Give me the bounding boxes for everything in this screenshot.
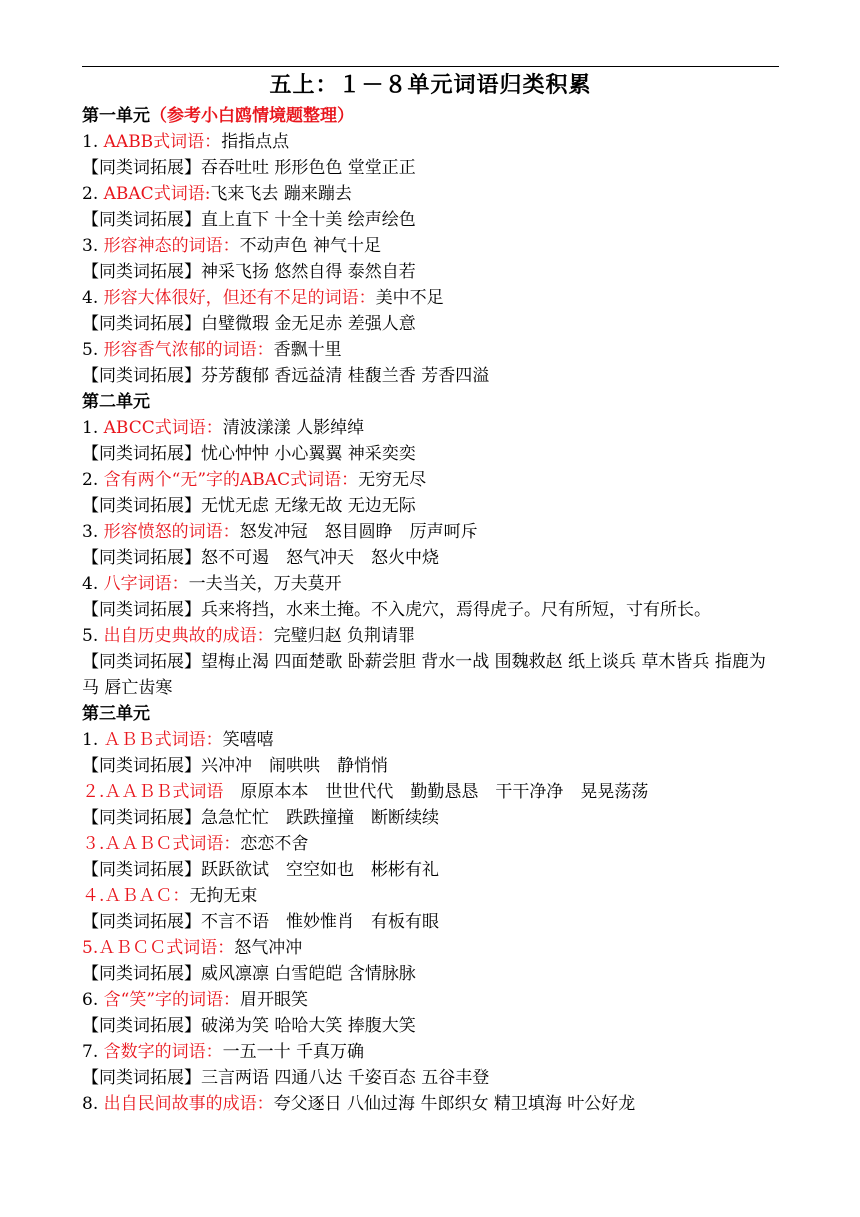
list-item [82, 1091, 779, 1117]
extension-words: 兴冲冲 闹哄哄 静悄悄 [201, 756, 388, 776]
extension-label: 【同类词拓展】 [82, 912, 201, 932]
extension-words: 神采飞扬 悠然自得 泰然自若 [201, 262, 416, 282]
item-words: 怒发冲冠 怒目圆睁 厉声呵斥 [239, 522, 478, 542]
extension-label: 【同类词拓展】 [82, 366, 201, 386]
extension-label: 【同类词拓展】 [82, 1068, 201, 1088]
list-item [82, 181, 779, 207]
extension-words: 兵来将挡，水来土掩。不入虎穴，焉得虎子。尺有所短，寸有所长。 [201, 600, 711, 620]
extension-line [82, 311, 779, 337]
item-number: ２. [82, 782, 105, 802]
item-number: 2. [82, 184, 99, 204]
item-words: 笑嘻嘻 [222, 730, 274, 750]
item-number: 7. [82, 1042, 99, 1062]
list-item [82, 779, 779, 805]
item-words: 无穷无尽 [358, 470, 427, 490]
extension-line [82, 1013, 779, 1039]
list-item [82, 233, 779, 259]
list-item [82, 467, 779, 493]
extension-words: 无忧无虑 无缘无故 无边无际 [201, 496, 416, 516]
item-category: ＡＡＢＢ式词语 [104, 782, 224, 802]
item-number: 3. [82, 236, 99, 256]
unit-title: 第二单元 [82, 392, 150, 412]
item-words: 夸父逐日 八仙过海 牛郎织女 精卫填海 叶公好龙 [273, 1094, 636, 1114]
extension-line [82, 259, 779, 285]
item-words: 清波漾漾 人影绰绰 [222, 418, 365, 438]
extension-words: 怒不可遏 怒气冲天 怒火中烧 [201, 548, 439, 568]
list-item [82, 519, 779, 545]
extension-label: 【同类词拓展】 [82, 210, 201, 230]
unit-heading [82, 701, 779, 727]
list-item [82, 831, 779, 857]
item-number: 5. [82, 626, 99, 646]
item-number: 4. [82, 288, 99, 308]
list-item [82, 623, 779, 649]
item-category: ＡＢＢ式词语： [103, 730, 223, 750]
extension-line [82, 961, 779, 987]
extension-label: 【同类词拓展】 [82, 600, 201, 620]
list-item [82, 727, 779, 753]
extension-words: 破涕为笑 哈哈大笑 捧腹大笑 [201, 1016, 416, 1036]
extension-line [82, 441, 779, 467]
item-words: 恋恋不舍 [240, 834, 309, 854]
extension-words: 吞吞吐吐 形形色色 堂堂正正 [201, 158, 416, 178]
extension-line [82, 545, 779, 571]
item-number: ３. [82, 834, 105, 854]
item-words: 眉开眼笑 [240, 990, 309, 1010]
extension-words: 不言不语 惟妙惟肖 有板有眼 [201, 912, 439, 932]
extension-label: 【同类词拓展】 [82, 262, 201, 282]
extension-line [82, 857, 779, 883]
extension-line [82, 597, 779, 623]
list-item [82, 883, 779, 909]
item-number: 1. [82, 132, 99, 152]
item-words: 美中不足 [375, 288, 444, 308]
list-item [82, 415, 779, 441]
item-category: AABB式词语： [103, 132, 222, 152]
unit-title: 第一单元 [82, 106, 150, 126]
item-words: 完璧归赵 负荆请罪 [273, 626, 416, 646]
list-item [82, 987, 779, 1013]
list-item [82, 935, 779, 961]
extension-words: 忧心忡忡 小心翼翼 神采奕奕 [201, 444, 416, 464]
item-category: 含“笑”字的词语： [103, 990, 241, 1010]
item-number: 3. [82, 522, 99, 542]
extension-line [82, 493, 779, 519]
extension-line [82, 649, 779, 701]
extension-line [82, 909, 779, 935]
item-number: 8. [82, 1094, 99, 1114]
item-number: 1. [82, 418, 99, 438]
extension-label: 【同类词拓展】 [82, 314, 201, 334]
item-words: 指指点点 [221, 132, 290, 152]
extension-label: 【同类词拓展】 [82, 652, 201, 672]
list-item [82, 337, 779, 363]
extension-label: 【同类词拓展】 [82, 1016, 201, 1036]
list-item [82, 129, 779, 155]
item-words: 怒气冲冲 [234, 938, 303, 958]
extension-label: 【同类词拓展】 [82, 158, 201, 178]
item-category: 含有两个“无”字的ABAC式词语： [103, 470, 359, 490]
item-words: 香飘十里 [273, 340, 342, 360]
item-category: ABCC式词语： [103, 418, 223, 438]
extension-words: 直上直下 十全十美 绘声绘色 [201, 210, 416, 230]
item-words: 不动声色 神气十足 [239, 236, 382, 256]
item-category: 形容香气浓郁的词语： [103, 340, 274, 360]
item-category: ABAC式词语: [103, 184, 211, 204]
unit-note: （参考小白鸥情境题整理） [150, 106, 354, 126]
extension-words: 芬芳馥郁 香远益清 桂馥兰香 芳香四溢 [201, 366, 490, 386]
extension-line [82, 363, 779, 389]
extension-label: 【同类词拓展】 [82, 548, 201, 568]
item-number: 4. [82, 574, 99, 594]
extension-words: 白璧微瑕 金无足赤 差强人意 [201, 314, 416, 334]
item-category: ＡＢＣＣ式词语： [98, 938, 235, 958]
item-category: 形容神态的词语： [103, 236, 240, 256]
extension-words: 三言两语 四通八达 千姿百态 五谷丰登 [201, 1068, 490, 1088]
page-title: 五上：１－８单元词语归类积累 [269, 73, 592, 98]
item-category: 形容大体很好，但还有不足的词语： [103, 288, 376, 308]
item-category: ＡＢＡＣ： [104, 886, 190, 906]
item-words: 飞来飞去 蹦来蹦去 [210, 184, 352, 204]
extension-label: 【同类词拓展】 [82, 860, 201, 880]
extension-line [82, 207, 779, 233]
item-number: 1. [82, 730, 99, 750]
extension-line [82, 805, 779, 831]
item-number: ４. [82, 886, 105, 906]
extension-label: 【同类词拓展】 [82, 756, 201, 776]
item-number: 5. [82, 340, 99, 360]
item-category: 出自民间故事的成语： [103, 1094, 274, 1114]
item-number: 2. [82, 470, 99, 490]
item-category: 含数字的词语： [103, 1042, 223, 1062]
extension-line [82, 155, 779, 181]
list-item [82, 285, 779, 311]
unit-title: 第三单元 [82, 704, 150, 724]
list-item [82, 571, 779, 597]
unit-heading [82, 389, 779, 415]
item-category: ＡＡＢＣ式词语： [104, 834, 241, 854]
extension-line [82, 1065, 779, 1091]
extension-words: 威风凛凛 白雪皑皑 含情脉脉 [201, 964, 416, 984]
item-number: 6. [82, 990, 99, 1010]
extension-line [82, 753, 779, 779]
extension-label: 【同类词拓展】 [82, 808, 201, 828]
extension-label: 【同类词拓展】 [82, 496, 201, 516]
item-category: 八字词语： [103, 574, 189, 594]
item-words: 原原本本 世世代代 勤勤恳恳 干干净净 晃晃荡荡 [223, 782, 649, 802]
item-category: 出自历史典故的成语： [103, 626, 274, 646]
extension-label: 【同类词拓展】 [82, 964, 201, 984]
item-number: 5. [82, 938, 99, 958]
extension-label: 【同类词拓展】 [82, 444, 201, 464]
item-words: 无拘无束 [189, 886, 258, 906]
item-category: 形容愤怒的词语： [103, 522, 240, 542]
extension-words: 跃跃欲试 空空如也 彬彬有礼 [201, 860, 439, 880]
extension-words: 急急忙忙 跌跌撞撞 断断续续 [201, 808, 439, 828]
extension-words: 望梅止渴 四面楚歌 卧薪尝胆 背水一战 围魏救赵 纸上谈兵 草木皆兵 指鹿为马 唇亡齿寒 [82, 652, 766, 698]
list-item [82, 1039, 779, 1065]
item-words: 一夫当关，万夫莫开 [188, 574, 342, 594]
document-body [82, 103, 779, 1117]
unit-heading [82, 103, 779, 129]
item-words: 一五一十 千真万确 [222, 1042, 365, 1062]
header-rule [82, 66, 779, 67]
